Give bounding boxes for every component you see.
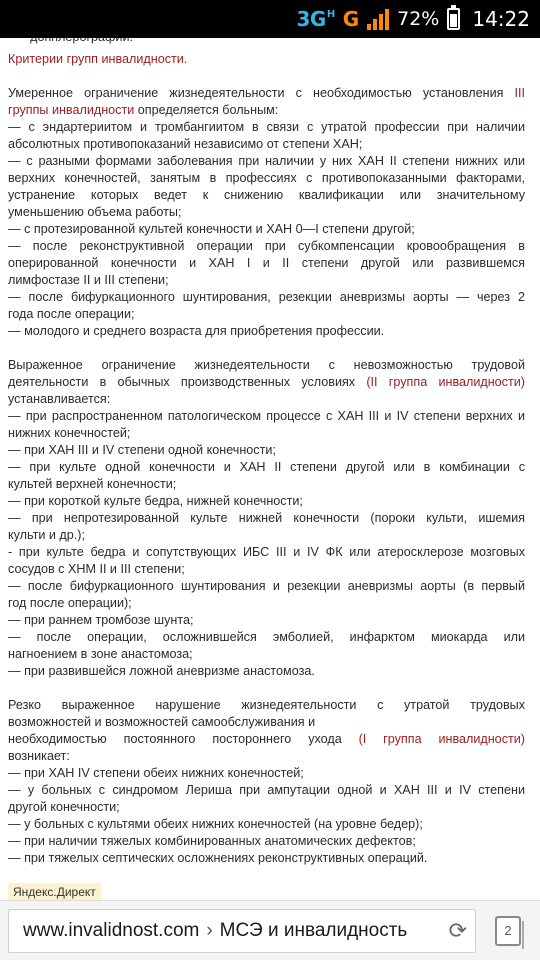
url-domain: www.invalidnost.com [23, 919, 200, 941]
text-line: — при раннем тромбозе шунта; [8, 613, 194, 627]
text-line: — с протезированной культей конечности и ХАН 0—I степени другой; [8, 222, 415, 236]
battery-icon [447, 8, 460, 30]
text-line: — после операции, осложнившейся эмболией, инфарктом миокарда или [8, 630, 525, 644]
status-bar [0, 0, 540, 38]
tabs-icon [495, 916, 521, 946]
text-line: — после реконструктивной операции при субкомпенсации кровообращения в [8, 239, 525, 253]
paragraph-group-3 [8, 85, 525, 340]
text-line: Выраженное ограничение жизнедеятельности с невозможностью трудовой [8, 358, 525, 372]
text-line: группы инвалидности определяется больным: [8, 103, 279, 117]
text-line: года после операции; [8, 307, 135, 321]
text-line: — при культе одной конечности и ХАН II степени другой или в комбинации с [8, 460, 525, 474]
text-line: — при развившейся ложной аневризме анастомоза. [8, 664, 315, 678]
url-page-title: МСЭ и инвалидность [219, 919, 408, 941]
text-line: - при культе бедра и сопутствующих ИБС III и IV ФК или атеросклерозе мозговых [8, 545, 525, 559]
text-line: оперированной конечности и ХАН I и II степени другой или развившемся [8, 256, 525, 270]
paragraph-group-2 [8, 357, 525, 680]
text-line: возникает: [8, 749, 70, 763]
yandex-direct-ad-label[interactable]: Яндекс.Директ [8, 883, 101, 902]
text-line: — с разными формами заболевания при наличии у них ХАН II степени нижних или [8, 154, 525, 168]
text-line: абсолютных противопоказаний независимо от степени ХАН; [8, 137, 363, 151]
text-line: устанавливается: [8, 392, 111, 406]
text-line: верхних конечностей, занятым в профессиях с противопоказанными факторами, [8, 171, 525, 185]
tab-count: 2 [504, 923, 512, 938]
text-line: — у больных с синдромом Лериша при ампутации одной и ХАН III и IV степени [8, 783, 525, 797]
text-line: — при распространенном патологическом процессе с ХАН III и IV степени верхних и [8, 409, 525, 423]
section-title: Критерии групп инвалидности. [8, 52, 188, 66]
text-line: — при тяжелых септических осложнениях реконструктивных операций. [8, 851, 428, 865]
text-line: — с эндартериитом и тромбангиитом в связи с утратой профессии при наличии [8, 120, 525, 134]
text-line: другой конечности; [8, 800, 120, 814]
text-line: лимфостазе II и III степени; [8, 273, 169, 287]
text-line: деятельности в обычных производственных условиях (II группа инвалидности) [8, 375, 525, 389]
browser-toolbar [0, 900, 540, 960]
text-line: — у больных с культями обеих нижних конечностей (на уровне бедер); [8, 817, 423, 831]
clock: 14:22 [472, 7, 530, 31]
text-line: устранение которых ведет к снижению квалификации или значительному [8, 188, 525, 202]
text-line: необходимостью постоянного постороннего ухода (I группа инвалидности) [8, 732, 525, 746]
text-line: Умеренное ограничение жизнедеятельности с необходимостью установления III [8, 86, 525, 100]
text-line: — после бифуркационного шунтирования и резекции аневризмы аорты (в первый [8, 579, 525, 593]
text-line: культи и др.); [8, 528, 85, 542]
text-line: — при ХАН III и IV степени одной конечности; [8, 443, 276, 457]
text-line: год после операции); [8, 596, 132, 610]
paragraph-group-1 [8, 697, 525, 867]
signal-icon [367, 8, 389, 30]
tabs-button[interactable] [484, 909, 532, 953]
text-line: культей верхней конечности; [8, 477, 177, 491]
text-line: — при короткой культе бедра, нижней конечности; [8, 494, 303, 508]
network-3g-icon: 3G $^H$ [296, 7, 335, 31]
url-field[interactable] [8, 909, 476, 953]
text-line: — при ХАН IV степени обеих нижних конечностей; [8, 766, 304, 780]
battery-percent: 72% [397, 8, 440, 30]
page-content[interactable] [0, 38, 540, 900]
text-line: — молодого и среднего возраста для приобретения профессии. [8, 324, 385, 338]
text-line: нагноением в зоне анастомоза; [8, 647, 193, 661]
text-line: — после бифуркационного шунтирования, резекции аневризмы аорты — через 2 [8, 290, 525, 304]
text-line: нижних конечностей; [8, 426, 131, 440]
text-line: — при непротезированной культе нижней конечности (пороки культи, ишемия [8, 511, 525, 525]
text-line: уменьшению объема работы; [8, 205, 182, 219]
text-line: Резко выраженное нарушение жизнедеятельности с утратой трудовых [8, 698, 525, 712]
reload-icon[interactable]: ⟳ [448, 917, 467, 943]
text-line: сосудов с ХНМ II и III степени; [8, 562, 185, 576]
chevron-right-icon: › [206, 919, 213, 941]
text-line: возможностей и возможностей самообслуживания и [8, 715, 316, 729]
text-line: — при наличии тяжелых комбинированных анатомических дефектов; [8, 834, 416, 848]
network-g-icon: G [342, 7, 360, 31]
